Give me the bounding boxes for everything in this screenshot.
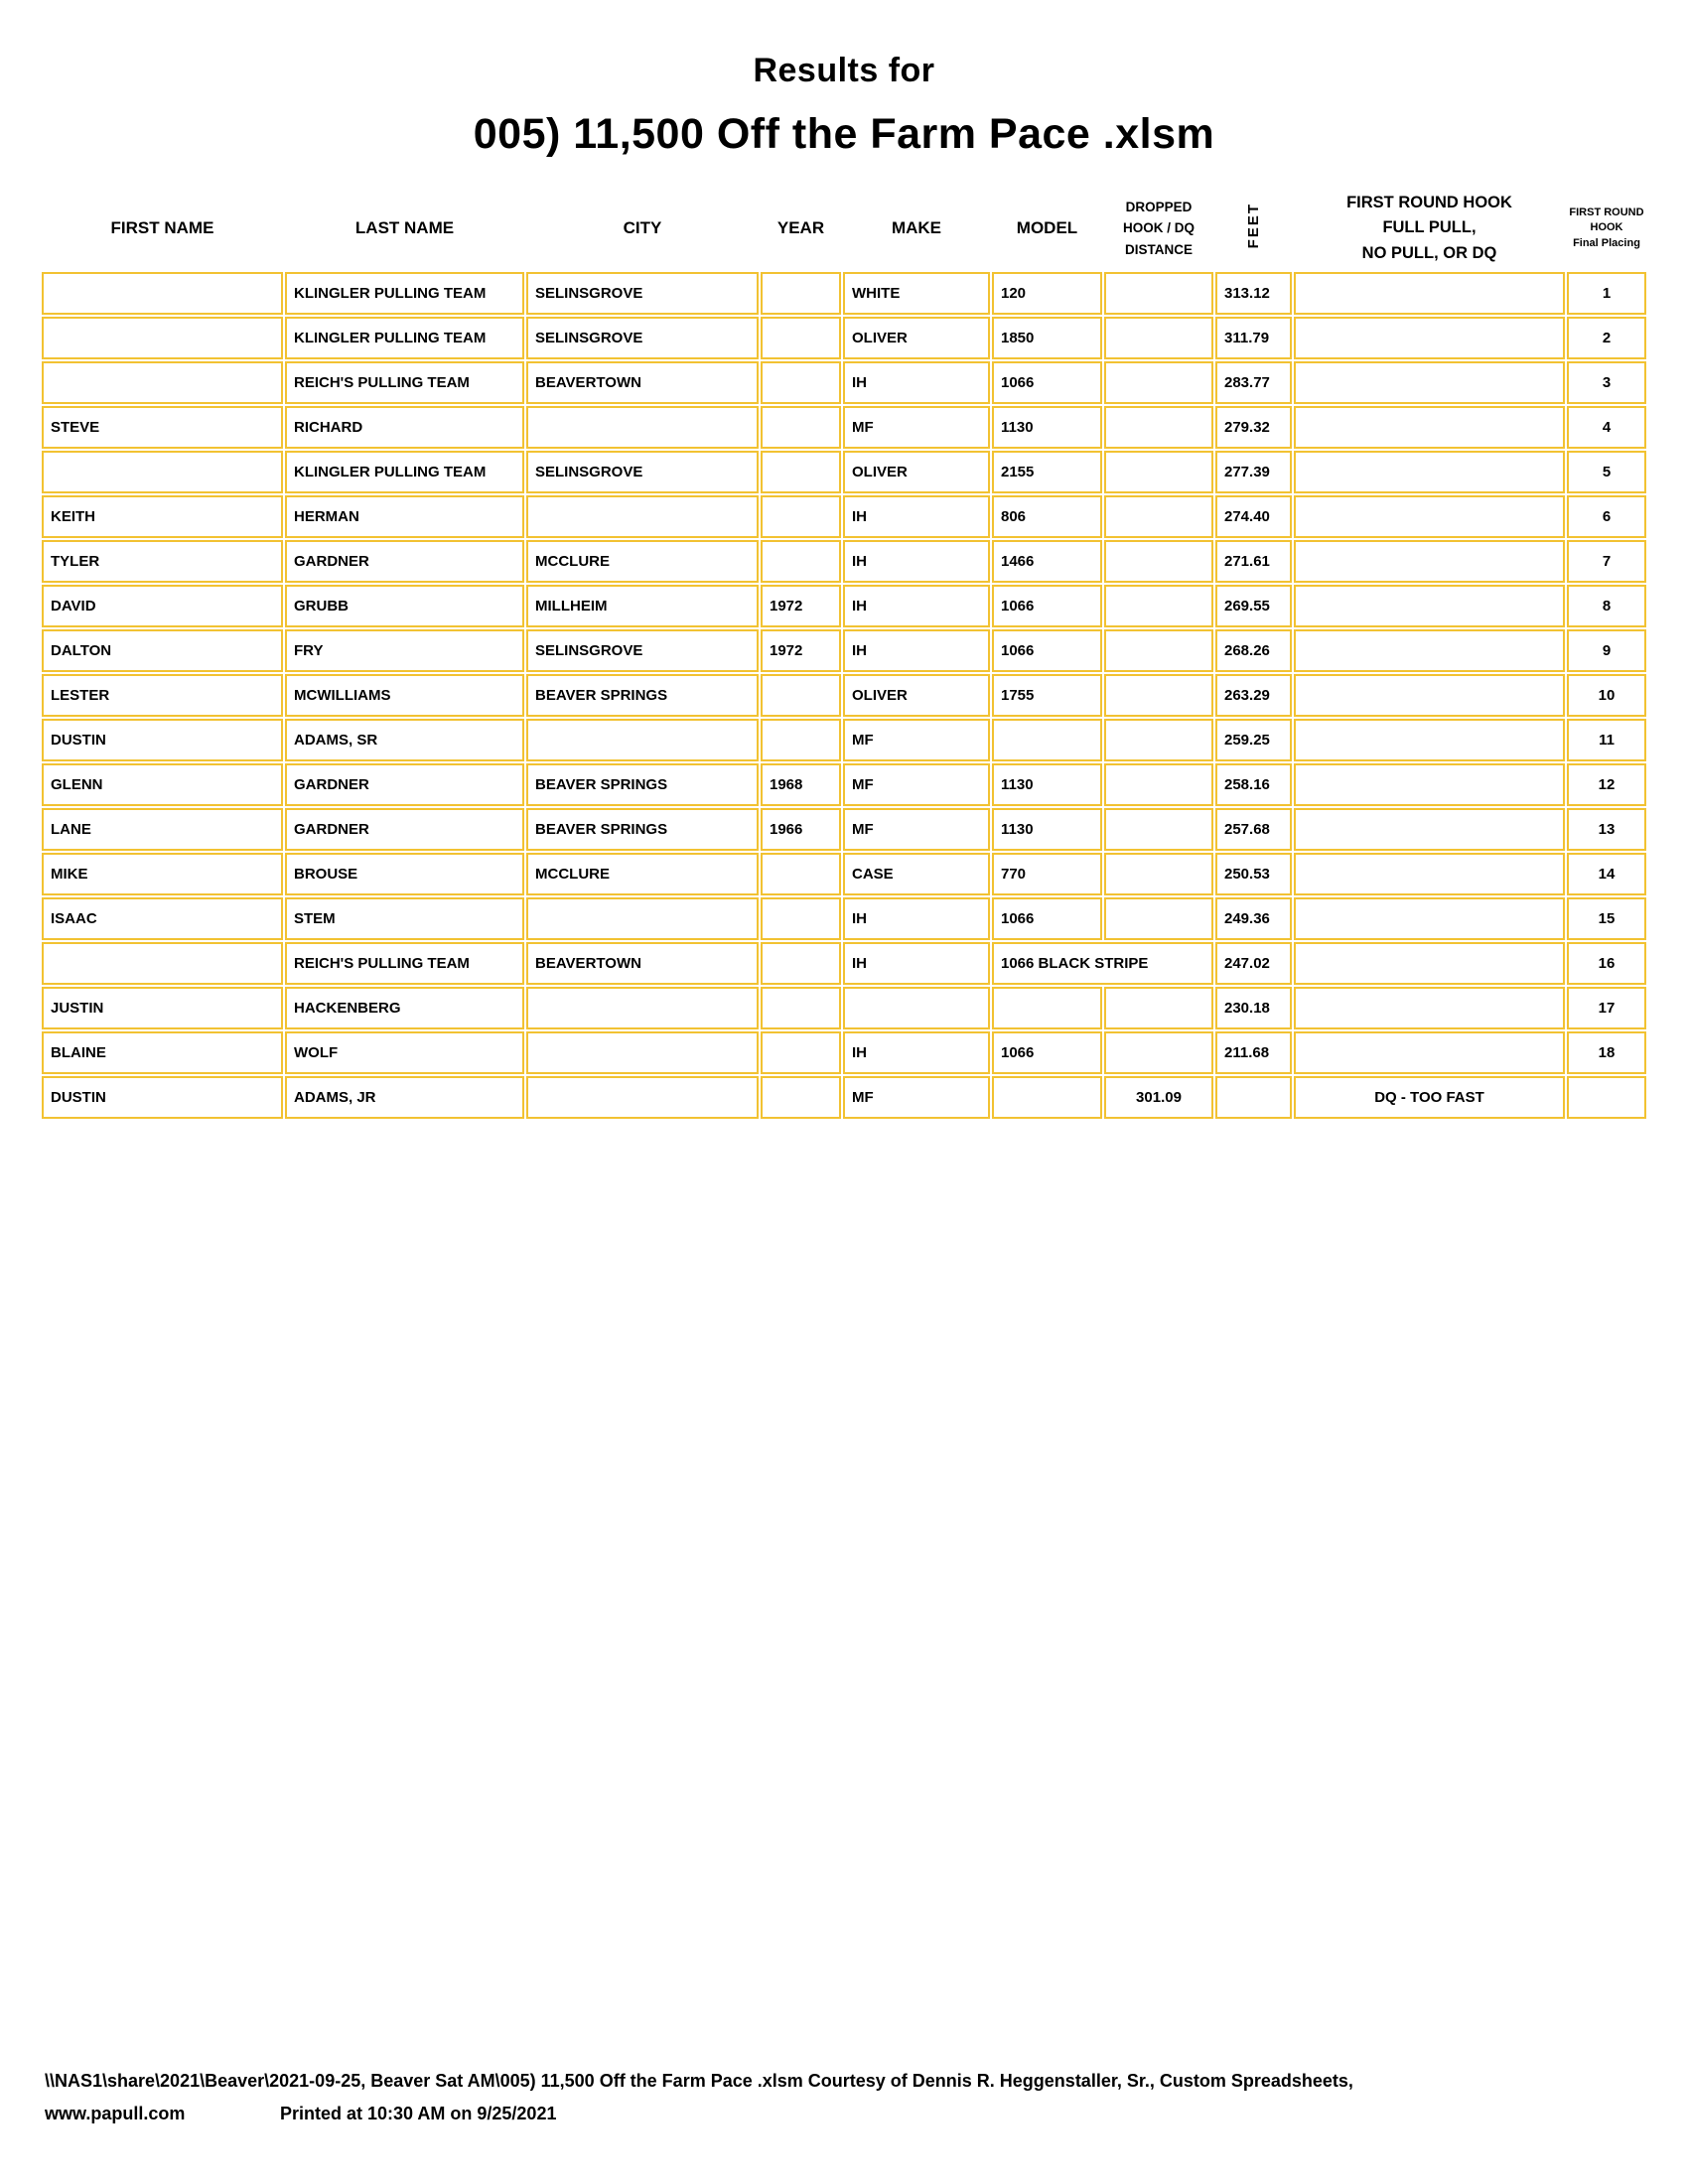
cell-first-name: DAVID [42,585,283,627]
cell-feet: 258.16 [1215,763,1292,806]
cell-last-name: HERMAN [285,495,524,538]
cell-first-round-hook [1294,897,1565,940]
cell-first-name: BLAINE [42,1031,283,1074]
cell-year [761,406,841,449]
cell-model [992,987,1102,1029]
col-header-dropped-distance: DROPPED HOOK / DQ DISTANCE [1122,199,1195,257]
cell-feet: 211.68 [1215,1031,1292,1074]
table-row [42,674,1646,717]
cell-first-name [42,317,283,359]
cell-year [761,719,841,761]
cell-first-name: KEITH [42,495,283,538]
cell-first-round-hook [1294,1031,1565,1074]
cell-make: OLIVER [843,674,990,717]
cell-city: SELINSGROVE [526,317,759,359]
cell-make: IH [843,585,990,627]
cell-feet: 257.68 [1215,808,1292,851]
col-header-make: MAKE [891,218,942,237]
cell-year [761,361,841,404]
cell-first-round-hook [1294,808,1565,851]
cell-last-name: GARDNER [285,540,524,583]
cell-dropped-distance [1104,987,1213,1029]
cell-year [761,1076,841,1119]
cell-feet: 263.29 [1215,674,1292,717]
cell-last-name: ADAMS, JR [285,1076,524,1119]
cell-last-name: GARDNER [285,763,524,806]
cell-feet: 311.79 [1215,317,1292,359]
cell-last-name: RICHARD [285,406,524,449]
cell-make: IH [843,495,990,538]
cell-city: MCCLURE [526,540,759,583]
col-header-feet [1215,187,1292,270]
cell-first-name: JUSTIN [42,987,283,1029]
col-header-model: MODEL [1016,218,1078,237]
cell-city [526,1031,759,1074]
cell-first-round-hook [1294,674,1565,717]
cell-make: IH [843,361,990,404]
cell-final-placing: 6 [1567,495,1646,538]
cell-dropped-distance [1104,406,1213,449]
cell-year [761,853,841,895]
cell-make: IH [843,1031,990,1074]
cell-dropped-distance [1104,317,1213,359]
cell-year [761,897,841,940]
cell-first-round-hook [1294,585,1565,627]
cell-model: 2155 [992,451,1102,493]
cell-last-name: BROUSE [285,853,524,895]
cell-last-name: HACKENBERG [285,987,524,1029]
cell-model: 1066 [992,361,1102,404]
cell-last-name: ADAMS, SR [285,719,524,761]
cell-dropped-distance [1104,451,1213,493]
cell-dropped-distance [1104,674,1213,717]
cell-first-round-hook [1294,629,1565,672]
col-header-last-name: LAST NAME [354,218,455,237]
cell-make: IH [843,629,990,672]
cell-year: 1972 [761,585,841,627]
table-row [42,1031,1646,1074]
cell-last-name: FRY [285,629,524,672]
cell-feet: 249.36 [1215,897,1292,940]
table-row [42,272,1646,315]
page-title-line1: Results for [753,52,935,89]
cell-first-round-hook [1294,763,1565,806]
cell-dropped-distance [1104,495,1213,538]
cell-final-placing: 10 [1567,674,1646,717]
table-row [42,495,1646,538]
cell-final-placing: 11 [1567,719,1646,761]
col-header-final-placing: FIRST ROUND HOOK Final Placing [1569,205,1644,249]
cell-make [843,987,990,1029]
cell-city: BEAVER SPRINGS [526,674,759,717]
cell-last-name: MCWILLIAMS [285,674,524,717]
cell-first-round-hook [1294,361,1565,404]
cell-model: 806 [992,495,1102,538]
cell-city: SELINSGROVE [526,629,759,672]
cell-model: 1130 [992,406,1102,449]
cell-model: 1066 [992,629,1102,672]
cell-final-placing: 17 [1567,987,1646,1029]
cell-model: 1066 [992,1031,1102,1074]
feet-vertical-label: FEET [1245,203,1262,249]
cell-first-name: MIKE [42,853,283,895]
cell-feet: 283.77 [1215,361,1292,404]
cell-first-name [42,451,283,493]
cell-last-name: GRUBB [285,585,524,627]
cell-last-name: KLINGLER PULLING TEAM [285,272,524,315]
results-table [40,185,1648,1121]
cell-year [761,674,841,717]
cell-first-name [42,942,283,985]
cell-feet: 269.55 [1215,585,1292,627]
cell-feet [1215,1076,1292,1119]
footer-file-path: \\NAS1\share\2021\Beaver\2021-09-25, Beaver Sat AM\005) 11,500 Off the Farm Pace .xlsm Courtesy of Dennis R. Heggenstaller, Sr., Custom Spreadsheets, [45,2071,1353,2091]
cell-model [992,1076,1102,1119]
cell-feet: 271.61 [1215,540,1292,583]
cell-year [761,451,841,493]
cell-final-placing: 13 [1567,808,1646,851]
cell-dropped-distance [1104,897,1213,940]
cell-first-name: DALTON [42,629,283,672]
cell-make: IH [843,897,990,940]
cell-first-round-hook [1294,495,1565,538]
cell-model: 1066 [992,897,1102,940]
cell-final-placing: 8 [1567,585,1646,627]
cell-dropped-distance [1104,272,1213,315]
cell-model: 120 [992,272,1102,315]
cell-city: MILLHEIM [526,585,759,627]
table-row [42,808,1646,851]
col-header-first-round-hook: FIRST ROUND HOOK FULL PULL, NO PULL, OR DQ [1346,193,1512,262]
cell-dropped-distance [1104,361,1213,404]
cell-first-name [42,272,283,315]
cell-city: SELINSGROVE [526,272,759,315]
cell-last-name: WOLF [285,1031,524,1074]
cell-final-placing: 16 [1567,942,1646,985]
cell-city: SELINSGROVE [526,451,759,493]
cell-first-round-hook [1294,540,1565,583]
cell-make: MF [843,808,990,851]
cell-dropped-distance [1104,1031,1213,1074]
cell-make: MF [843,1076,990,1119]
footer-line2 [45,2098,1353,2130]
cell-final-placing: 18 [1567,1031,1646,1074]
cell-model: 1755 [992,674,1102,717]
cell-first-name: LESTER [42,674,283,717]
cell-feet: 259.25 [1215,719,1292,761]
cell-city: MCCLURE [526,853,759,895]
cell-model: 1850 [992,317,1102,359]
cell-dropped-distance [1104,629,1213,672]
table-row [42,451,1646,493]
table-row [42,987,1646,1029]
cell-city [526,987,759,1029]
table-row [42,897,1646,940]
table-row [42,406,1646,449]
cell-final-placing: 7 [1567,540,1646,583]
cell-model: 1130 [992,808,1102,851]
cell-feet: 313.12 [1215,272,1292,315]
cell-city: BEAVER SPRINGS [526,808,759,851]
footer-website: www.papull.com [45,2104,186,2123]
cell-make: IH [843,540,990,583]
cell-feet: 277.39 [1215,451,1292,493]
col-header-year: YEAR [776,218,825,237]
cell-model: 1066 BLACK STRIPE [992,942,1213,985]
cell-city: BEAVERTOWN [526,361,759,404]
cell-final-placing: 9 [1567,629,1646,672]
cell-city [526,897,759,940]
cell-make: MF [843,719,990,761]
cell-make: WHITE [843,272,990,315]
cell-first-name: STEVE [42,406,283,449]
results-tbody [42,272,1646,1119]
cell-final-placing [1567,1076,1646,1119]
cell-first-round-hook [1294,987,1565,1029]
cell-dropped-distance [1104,808,1213,851]
cell-year [761,987,841,1029]
cell-year [761,272,841,315]
table-row [42,942,1646,985]
cell-first-round-hook [1294,853,1565,895]
cell-feet: 230.18 [1215,987,1292,1029]
cell-first-name: TYLER [42,540,283,583]
col-header-first-name: FIRST NAME [110,218,214,237]
table-row [42,540,1646,583]
cell-feet: 247.02 [1215,942,1292,985]
cell-city [526,406,759,449]
cell-year: 1972 [761,629,841,672]
cell-last-name: REICH'S PULLING TEAM [285,942,524,985]
cell-make: OLIVER [843,317,990,359]
cell-last-name: REICH'S PULLING TEAM [285,361,524,404]
cell-city: BEAVERTOWN [526,942,759,985]
cell-first-round-hook [1294,719,1565,761]
cell-last-name: GARDNER [285,808,524,851]
table-row [42,853,1646,895]
table-row [42,317,1646,359]
cell-dropped-distance [1104,540,1213,583]
cell-final-placing: 1 [1567,272,1646,315]
page-footer [45,2065,1353,2130]
cell-model: 770 [992,853,1102,895]
cell-feet: 268.26 [1215,629,1292,672]
cell-first-name: GLENN [42,763,283,806]
cell-city [526,495,759,538]
cell-year [761,1031,841,1074]
cell-first-name: DUSTIN [42,719,283,761]
cell-final-placing: 5 [1567,451,1646,493]
cell-first-round-hook [1294,317,1565,359]
page-title-line2: 005) 11,500 Off the Farm Pace .xlsm [473,110,1215,158]
cell-dropped-distance: 301.09 [1104,1076,1213,1119]
cell-last-name: KLINGLER PULLING TEAM [285,451,524,493]
cell-year: 1966 [761,808,841,851]
col-header-city: CITY [623,218,662,237]
table-header [42,187,1646,270]
table-row [42,361,1646,404]
cell-feet: 274.40 [1215,495,1292,538]
table-row [42,719,1646,761]
cell-year [761,317,841,359]
cell-make: MF [843,406,990,449]
header-row [42,187,1646,270]
cell-make: IH [843,942,990,985]
cell-model [992,719,1102,761]
cell-city: BEAVER SPRINGS [526,763,759,806]
cell-model: 1066 [992,585,1102,627]
cell-first-name: ISAAC [42,897,283,940]
cell-first-round-hook [1294,451,1565,493]
cell-year [761,942,841,985]
cell-feet: 279.32 [1215,406,1292,449]
cell-dropped-distance [1104,585,1213,627]
cell-make: CASE [843,853,990,895]
cell-first-round-hook [1294,406,1565,449]
cell-first-round-hook: DQ - TOO FAST [1294,1076,1565,1119]
cell-final-placing: 15 [1567,897,1646,940]
cell-model: 1130 [992,763,1102,806]
cell-year: 1968 [761,763,841,806]
cell-first-name: LANE [42,808,283,851]
table-row [42,585,1646,627]
cell-first-name [42,361,283,404]
cell-dropped-distance [1104,853,1213,895]
cell-final-placing: 2 [1567,317,1646,359]
cell-make: OLIVER [843,451,990,493]
cell-year [761,495,841,538]
cell-feet: 250.53 [1215,853,1292,895]
footer-printed-timestamp: Printed at 10:30 AM on 9/25/2021 [280,2104,557,2123]
cell-last-name: KLINGLER PULLING TEAM [285,317,524,359]
cell-final-placing: 3 [1567,361,1646,404]
cell-make: MF [843,763,990,806]
cell-first-round-hook [1294,942,1565,985]
cell-final-placing: 12 [1567,763,1646,806]
cell-first-round-hook [1294,272,1565,315]
cell-model: 1466 [992,540,1102,583]
cell-last-name: STEM [285,897,524,940]
table-row [42,629,1646,672]
cell-dropped-distance [1104,763,1213,806]
cell-dropped-distance [1104,719,1213,761]
cell-city [526,1076,759,1119]
cell-year [761,540,841,583]
cell-first-name: DUSTIN [42,1076,283,1119]
cell-city [526,719,759,761]
cell-final-placing: 14 [1567,853,1646,895]
table-row [42,1076,1646,1119]
table-row [42,763,1646,806]
cell-final-placing: 4 [1567,406,1646,449]
